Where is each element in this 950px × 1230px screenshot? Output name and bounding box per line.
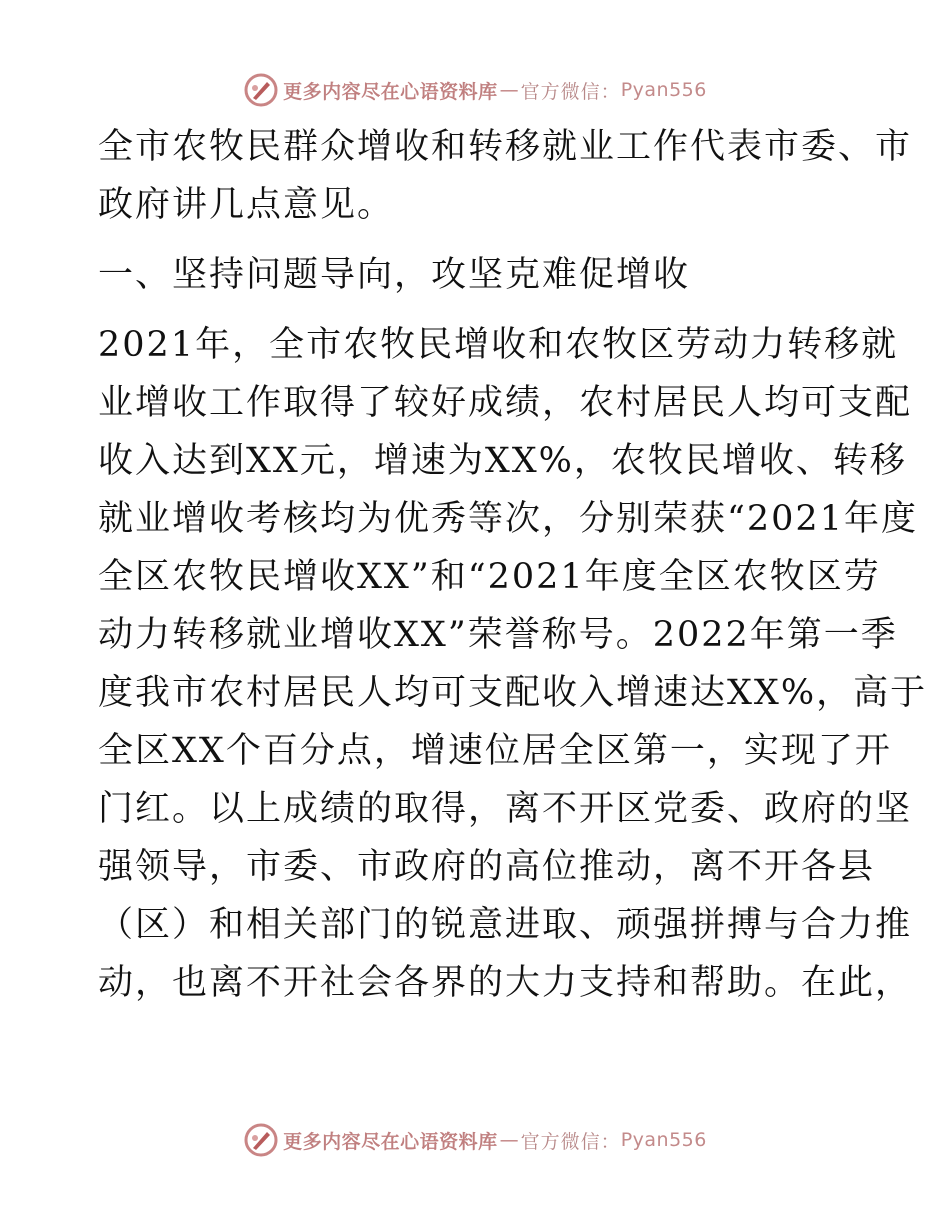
paragraph-intro (98, 118, 913, 234)
text-line: 门红。以上成绩的取得，离不开区党委、政府的坚 (98, 789, 913, 829)
watermark-dash: — (499, 1129, 519, 1151)
watermark-dash: — (499, 79, 519, 101)
watermark-label: 官方微信： (520, 80, 621, 103)
header-watermark (0, 70, 950, 110)
text-line: （区）和相关部门的锐意进取、顽强拼搏与合力推 (98, 905, 913, 945)
text-line: 度我市农村居民人均可支配收入增速达XX%，高于 (98, 673, 928, 713)
text-line: 2021年，全市农牧民增收和农牧区劳动力转移就 (98, 325, 899, 365)
watermark-id: Pyan556 (620, 79, 707, 101)
quill-logo-icon (243, 72, 279, 108)
document-body (98, 118, 928, 1012)
footer-watermark (0, 1120, 950, 1160)
text-line: 政府讲几点意见。 (98, 185, 395, 225)
section-heading (98, 246, 868, 304)
watermark-label: 官方微信： (520, 1130, 621, 1153)
text-line: 收入达到XX元，增速为XX%，农牧民增收、转移 (98, 441, 907, 481)
paragraph-main (98, 316, 928, 1012)
text-line: 动，也离不开社会各界的大力支持和帮助。在此， (98, 963, 913, 1003)
heading-line: 一、坚持问题导向，攻坚克难促增收 (98, 255, 691, 295)
text-line: 动力转移就业增收XX”荣誉称号。2022年第一季 (98, 615, 898, 655)
text-line: 就业增收考核均为优秀等次，分别荣获“2021年度 (98, 499, 918, 539)
watermark-text: 更多内容尽在心语资料库 (283, 1130, 498, 1153)
watermark-id: Pyan556 (620, 1129, 707, 1151)
text-line: 全区农牧民增收XX”和“2021年度全区农牧区劳 (98, 557, 881, 597)
text-line: 全区XX个百分点，增速位居全区第一，实现了开 (98, 731, 892, 771)
text-line: 强领导，市委、市政府的高位推动，离不开各县 (98, 847, 876, 887)
text-line: 业增收工作取得了较好成绩，农村居民人均可支配 (98, 383, 913, 423)
quill-logo-icon (243, 1122, 279, 1158)
watermark-text: 更多内容尽在心语资料库 (283, 80, 498, 103)
text-line: 全市农牧民群众增收和转移就业工作代表市委、市 (98, 127, 913, 167)
